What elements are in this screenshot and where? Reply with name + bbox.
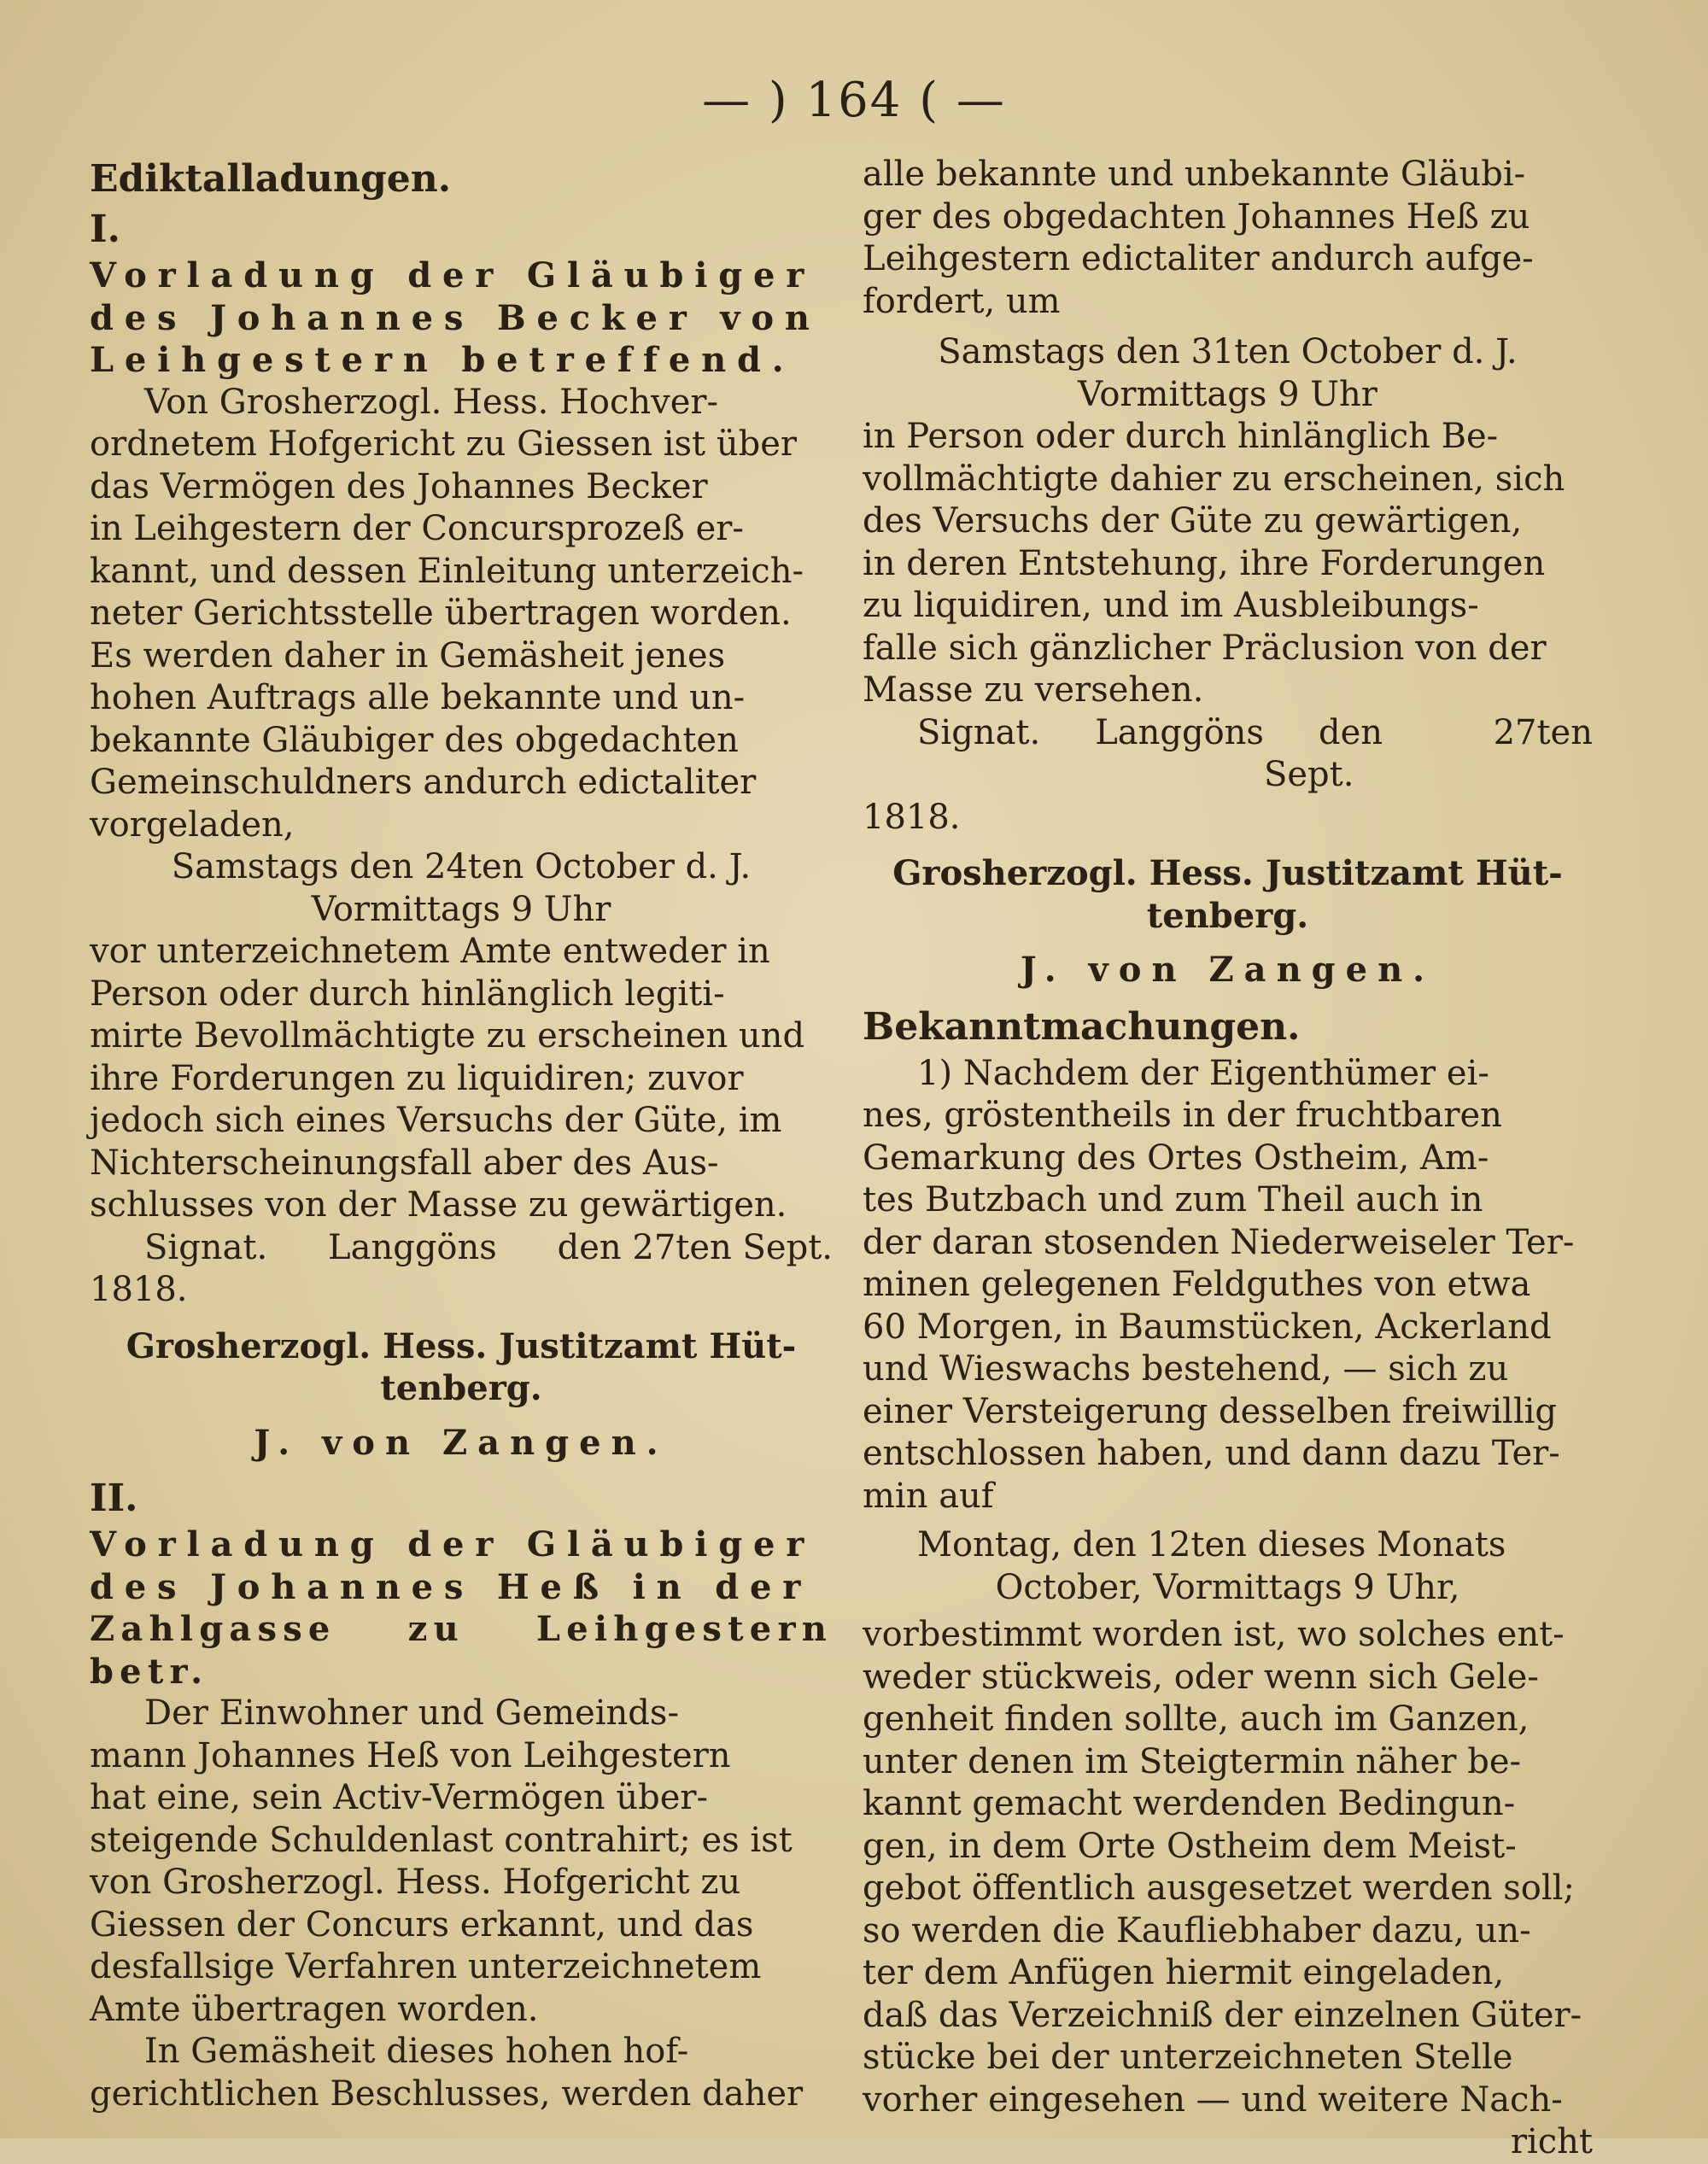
notices-title: Bekanntmachungen.	[863, 1004, 1301, 1049]
body-line: vollmächtigte dahier zu erscheinen, sich	[863, 459, 1565, 499]
body-line: vorgeladen,	[90, 804, 295, 845]
body-line: hohen Auftrags alle bekannte und un-	[90, 678, 746, 717]
body-line: Gemarkung des Ortes Ostheim, Am-	[863, 1138, 1489, 1178]
body-line: zu liquidiren, und im Ausbleibungs-	[863, 586, 1479, 625]
item-title-line: Leihgestern betreffend.	[90, 340, 795, 380]
body-line: Nichterscheinungsfall aber des Aus-	[90, 1143, 719, 1183]
item-title-line: des Johannes Becker von	[90, 297, 821, 338]
signat-date: den 27ten Sept.	[1263, 712, 1593, 794]
item-title-line: Zahlgasse zu Leihgestern betr.	[90, 1609, 833, 1692]
catchword: richt	[1510, 2122, 1593, 2161]
body-line: einer Versteigerung desselben freiwillig	[863, 1391, 1558, 1431]
left-column	[90, 154, 833, 2115]
official-name: J. von Zangen.	[254, 1422, 669, 1463]
signat-place: Langgöns	[1095, 712, 1264, 752]
section-title: Ediktalladungen.	[90, 157, 452, 201]
signat-place: Langgöns	[328, 1227, 497, 1267]
body-line: von Grosherzogl. Hess. Hofgericht zu	[90, 1863, 741, 1902]
item-title-line: Vorladung der Gläubiger	[90, 255, 816, 295]
body-line: kannt gemacht werdenden Bedingun-	[863, 1784, 1516, 1823]
body-line: und Wieswachs bestehend, — sich zu	[863, 1349, 1509, 1389]
body-line: nes, gröstentheils in der fruchtbaren	[863, 1096, 1502, 1135]
body-line: Amte übertragen worden.	[90, 1989, 539, 2029]
page-number: — ) 164 ( —	[702, 73, 1006, 128]
body-line: In Gemäsheit dieses hohen hof-	[144, 2032, 689, 2071]
body-line: fordert, um	[863, 281, 1061, 321]
date-line: Samstags den 31ten October d. J.	[938, 332, 1518, 371]
body-line: 1) Nachdem der Eigenthümer ei-	[917, 1053, 1489, 1093]
office-line: tenberg.	[380, 1368, 542, 1408]
body-line: vorbestimmt worden ist, wo solches ent-	[863, 1615, 1565, 1654]
body-line: neter Gerichtsstelle übertragen worden.	[90, 594, 792, 633]
body-line: hat eine, sein Activ-Vermögen über-	[90, 1778, 709, 1817]
body-line: gebot öffentlich ausgesetzet werden soll;	[863, 1869, 1575, 1908]
official-name: J. von Zangen.	[1020, 950, 1436, 990]
date-line: Montag, den 12ten dieses Monats	[917, 1525, 1506, 1565]
item-title-line: des Johannes Heß in der	[90, 1566, 812, 1607]
signature-line	[90, 1227, 833, 1270]
date-line: October, Vormittags 9 Uhr,	[995, 1567, 1460, 1607]
signat-label: Signat.	[917, 712, 1041, 752]
item-numeral: II.	[90, 1477, 138, 1520]
signat-label: Signat.	[144, 1227, 268, 1267]
body-line: vor unterzeichnetem Amte entweder in	[90, 932, 770, 971]
body-line: desfallsige Verfahren unterzeichnetem	[90, 1947, 762, 1986]
body-line: entschlossen haben, und dann dazu Ter-	[863, 1434, 1560, 1473]
body-line: gerichtlichen Beschlusses, werden daher	[90, 2073, 804, 2114]
body-line: stücke bei der unterzeichneten Stelle	[863, 2038, 1513, 2077]
office-line: Grosherzogl. Hess. Justitzamt Hüt-	[126, 1325, 797, 1366]
body-line: jedoch sich eines Versuchs der Güte, im	[90, 1101, 782, 1140]
body-line: Es werden daher in Gemäsheit jenes	[90, 635, 726, 676]
body-line: der daran stosenden Niederweiseler Ter-	[863, 1222, 1575, 1262]
body-line: weder stückweis, oder wenn sich Gele-	[863, 1657, 1539, 1697]
body-line: genheit finden sollte, auch im Ganzen,	[863, 1699, 1530, 1739]
office-line: tenberg.	[1146, 895, 1309, 936]
body-line: ihre Forderungen zu liquidiren; zuvor	[90, 1058, 744, 1098]
body-line: das Vermögen des Johannes Becker	[90, 466, 708, 506]
body-line: in Leihgestern der Concursprozeß er-	[90, 509, 744, 548]
body-line: Leihgestern edictaliter andurch aufge-	[863, 239, 1534, 278]
body-line: ter dem Anfügen hiermit eingeladen,	[863, 1953, 1505, 1992]
body-line: alle bekannte und unbekannte Gläubi-	[863, 155, 1526, 194]
body-line: Masse zu versehen.	[863, 670, 1204, 710]
body-line: kannt, und dessen Einleitung unterzeich-	[90, 551, 804, 591]
signature-line	[863, 712, 1593, 797]
body-line: so werden die Kaufliebhaber dazu, un-	[863, 1910, 1531, 1951]
body-line: vorher eingesehen — und weitere Nach-	[863, 2079, 1563, 2120]
right-column	[863, 154, 1593, 2164]
body-line: ger des obgedachten Johannes Heß zu	[863, 196, 1530, 237]
body-line: Der Einwohner und Gemeinds-	[144, 1693, 679, 1733]
body-line: des Versuchs der Güte zu gewärtigen,	[863, 501, 1523, 541]
date-line: Samstags den 24ten October d. J.	[171, 847, 752, 886]
body-line: bekannte Gläubiger des obgedachten	[90, 720, 739, 760]
body-line: min auf	[863, 1476, 994, 1516]
item-title-line: Vorladung der Gläubiger	[90, 1524, 816, 1565]
body-line: Person oder durch hinlänglich legiti-	[90, 974, 725, 1014]
body-line: Von Grosherzogl. Hess. Hochver-	[144, 382, 719, 422]
body-line: unter denen im Steigtermin näher be-	[863, 1741, 1522, 1781]
body-line: mann Johannes Heß von Leihgestern	[90, 1735, 731, 1775]
body-line: Gemeinschuldners andurch edictaliter	[90, 763, 757, 802]
body-line: Giessen der Concurs erkannt, und das	[90, 1904, 754, 1945]
date-line: Vormittags 9 Uhr	[311, 889, 611, 929]
body-line: tes Butzbach und zum Theil auch in	[863, 1180, 1483, 1219]
signat-date: den 27ten Sept.	[557, 1227, 833, 1267]
body-line: steigende Schuldenlast contrahirt; es ist	[90, 1820, 793, 1860]
item-numeral: I.	[90, 208, 120, 251]
signat-year: 1818.	[863, 797, 961, 837]
signat-year: 1818.	[90, 1270, 188, 1309]
body-line: mirte Bevollmächtigte zu erscheinen und	[90, 1016, 805, 1056]
date-line: Vormittags 9 Uhr	[1078, 374, 1378, 414]
office-line: Grosherzogl. Hess. Justitzamt Hüt-	[892, 853, 1563, 893]
body-line: falle sich gänzlicher Präclusion von der	[863, 628, 1547, 668]
body-line: daß das Verzeichniß der einzelnen Güter-	[863, 1995, 1582, 2035]
body-line: schlusses von der Masse zu gewärtigen.	[90, 1185, 787, 1225]
body-line: gen, in dem Orte Ostheim dem Meist-	[863, 1826, 1517, 1866]
body-line: ordnetem Hofgericht zu Giessen ist über	[90, 424, 797, 464]
body-line: minen gelegenen Feldguthes von etwa	[863, 1265, 1531, 1304]
body-line: in Person oder durch hinlänglich Be-	[863, 417, 1499, 456]
body-line: 60 Morgen, in Baumstücken, Ackerland	[863, 1307, 1552, 1347]
body-line: in deren Entstehung, ihre Forderungen	[863, 543, 1546, 583]
